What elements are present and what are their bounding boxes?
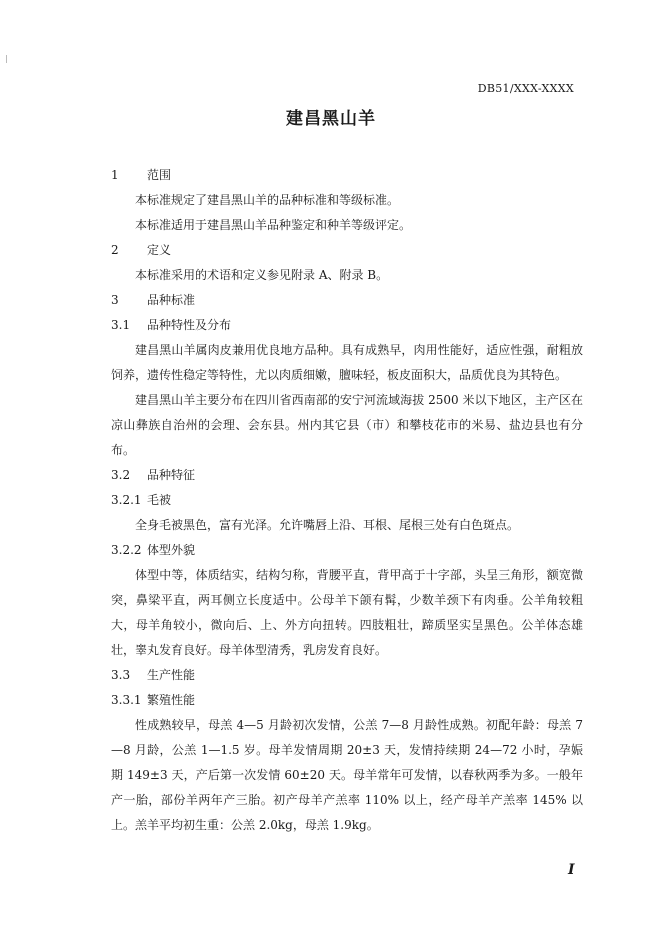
section-title: 品种特性及分布 xyxy=(147,318,232,332)
section-heading-3-2 xyxy=(111,463,583,488)
section-number: 3.2 xyxy=(111,468,131,482)
scan-edge-mark xyxy=(6,55,7,63)
paragraph: 全身毛被黑色，富有光泽。允许嘴唇上沿、耳根、尾根三处有白色斑点。 xyxy=(135,518,520,532)
section-title: 定义 xyxy=(147,243,172,257)
section-heading-3-2-2 xyxy=(111,538,583,563)
paragraph: 性成熟较早，母羔 4—5 月龄初次发情，公羔 7—8 月龄性成熟。初配年龄：母羔 7—8 月龄，公羔 1—1.5 岁。母羊发情周期 20±3 天，发情持续期 24—72 小时，孕娠期 149±3 天，产后第一次发情 60±20 天。母羊常年可发情，以春秋两季为多。一般年产一胎，部份羊两年产三胎。初产母羊产羔率 110% 以上，经产母羊产羔率 145% 以上。羔羊平均初生重：公羔 2.0kg，母羔 1.9kg。 xyxy=(111,718,583,832)
section-title: 体型外貌 xyxy=(147,543,196,557)
paragraph: 体型中等，体质结实，结构匀称，背腰平直，背甲高于十字部，头呈三角形，额宽微突，鼻梁平直，两耳侧立长度适中。公母羊下颌有髯，少数羊颈下有肉垂。公羊角较粗大，母羊角较小，微向后、上、外方向扭转。四肢粗壮，蹄质坚实呈黑色。公羊体态雄壮，睾丸发育良好。母羊体型清秀，乳房发育良好。 xyxy=(111,568,583,657)
document-code: DB51/XXX-XXXX xyxy=(477,82,574,95)
section-number: 3.3.1 xyxy=(111,693,142,707)
section-number: 3.2.2 xyxy=(111,543,142,557)
paragraph: 本标准采用的术语和定义参见附录 A、附录 B。 xyxy=(135,268,389,282)
section-number: 3.3 xyxy=(111,668,131,682)
section-heading-3-2-1 xyxy=(111,488,583,513)
section-heading-3-3-1 xyxy=(111,688,583,713)
section-number: 3.2.1 xyxy=(111,493,142,507)
section-heading-3-1 xyxy=(111,313,583,338)
section-heading-3-3 xyxy=(111,663,583,688)
paragraph: 本标准规定了建昌黑山羊的品种标准和等级标准。 xyxy=(135,193,400,207)
paragraph: 建昌黑山羊主要分布在四川省西南部的安宁河流域海拔 2500 米以下地区，主产区在凉山彝族自治州的会理、会东县。州内其它县（市）和攀枝花市的米易、盐边县也有分布。 xyxy=(111,393,583,457)
section-number: 2 xyxy=(111,243,119,257)
document-body xyxy=(111,163,583,838)
paragraph: 建昌黑山羊属肉皮兼用优良地方品种。具有成熟早，肉用性能好，适应性强，耐粗放饲养，遗传性稳定等特性，尤以肉质细嫩，膻味轻，板皮面积大，品质优良为其特色。 xyxy=(111,343,583,382)
section-number: 3 xyxy=(111,293,119,307)
section-title: 生产性能 xyxy=(147,668,196,682)
section-title: 范围 xyxy=(147,168,172,182)
section-title: 繁殖性能 xyxy=(147,693,196,707)
section-number: 1 xyxy=(111,168,119,182)
section-number: 3.1 xyxy=(111,318,131,332)
section-heading-1 xyxy=(111,163,583,188)
section-heading-2 xyxy=(111,238,583,263)
section-title: 品种特征 xyxy=(147,468,196,482)
paragraph: 本标准适用于建昌黑山羊品种鉴定和种羊等级评定。 xyxy=(135,218,412,232)
section-title: 品种标准 xyxy=(147,293,196,307)
page-number: I xyxy=(568,862,575,878)
section-title: 毛被 xyxy=(147,493,172,507)
document-title: 建昌黑山羊 xyxy=(286,109,376,129)
section-heading-3 xyxy=(111,288,583,313)
